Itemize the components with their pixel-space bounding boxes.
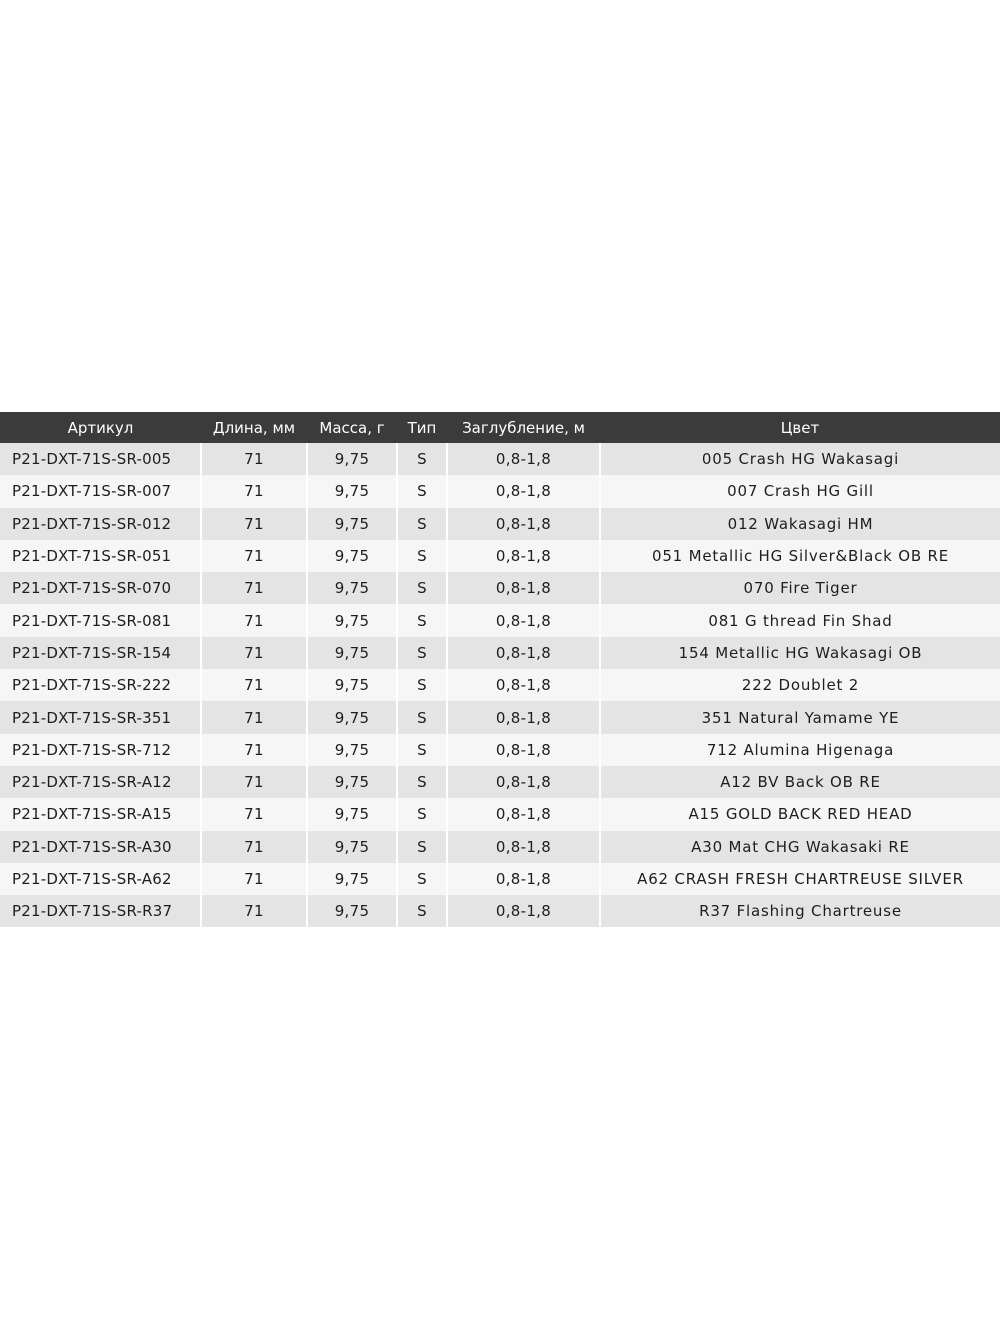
cell-length: 71 (201, 766, 307, 798)
cell-depth: 0,8-1,8 (447, 637, 600, 669)
table-row (0, 734, 1000, 766)
cell-article: P21-DXT-71S-SR-051 (0, 540, 201, 572)
cell-length: 71 (201, 734, 307, 766)
cell-type: S (397, 863, 447, 895)
cell-article: P21-DXT-71S-SR-012 (0, 508, 201, 540)
cell-length: 71 (201, 701, 307, 733)
table-row (0, 895, 1000, 927)
cell-article: P21-DXT-71S-SR-154 (0, 637, 201, 669)
cell-color: 005 Crash HG Wakasagi (701, 450, 900, 469)
cell-length: 71 (201, 798, 307, 830)
cell-type: S (397, 895, 447, 927)
cell-depth: 0,8-1,8 (447, 831, 600, 863)
cell-length: 71 (201, 669, 307, 701)
cell-mass: 9,75 (307, 540, 397, 572)
cell-type: S (397, 798, 447, 830)
cell-color: 351 Natural Yamame YE (701, 708, 900, 727)
table-row (0, 572, 1000, 604)
cell-mass: 9,75 (307, 604, 397, 636)
cell-color: A15 GOLD BACK RED HEAD (688, 805, 913, 824)
cell-type: S (397, 637, 447, 669)
cell-length: 71 (201, 863, 307, 895)
cell-length: 71 (201, 831, 307, 863)
table-header (0, 412, 1000, 443)
cell-depth: 0,8-1,8 (447, 701, 600, 733)
cell-color: R37 Flashing Chartreuse (699, 902, 902, 921)
cell-type: S (397, 831, 447, 863)
table-body (0, 443, 1000, 927)
table-row (0, 669, 1000, 701)
cell-article: P21-DXT-71S-SR-712 (0, 734, 201, 766)
cell-color: A12 BV Back OB RE (720, 773, 881, 792)
cell-type: S (397, 572, 447, 604)
table-row (0, 798, 1000, 830)
cell-depth: 0,8-1,8 (447, 669, 600, 701)
table-row (0, 443, 1000, 475)
cell-article: P21-DXT-71S-SR-A30 (0, 831, 201, 863)
cell-depth: 0,8-1,8 (447, 475, 600, 507)
cell-type: S (397, 669, 447, 701)
cell-color: 222 Doublet 2 (741, 676, 860, 695)
cell-type: S (397, 443, 447, 475)
header-row (0, 412, 1000, 443)
cell-depth: 0,8-1,8 (447, 863, 600, 895)
cell-mass: 9,75 (307, 895, 397, 927)
table-row (0, 637, 1000, 669)
cell-mass: 9,75 (307, 863, 397, 895)
cell-color: A30 Mat CHG Wakasaki RE (691, 837, 910, 856)
cell-length: 71 (201, 604, 307, 636)
table-row (0, 475, 1000, 507)
cell-article: P21-DXT-71S-SR-A15 (0, 798, 201, 830)
cell-depth: 0,8-1,8 (447, 443, 600, 475)
cell-type: S (397, 475, 447, 507)
cell-color: 012 Wakasagi HM (727, 514, 874, 533)
cell-mass: 9,75 (307, 475, 397, 507)
cell-article: P21-DXT-71S-SR-A12 (0, 766, 201, 798)
cell-length: 71 (201, 637, 307, 669)
cell-color: 712 Alumina Higenaga (706, 740, 895, 759)
cell-type: S (397, 734, 447, 766)
cell-article: P21-DXT-71S-SR-005 (0, 443, 201, 475)
cell-color: A62 CRASH FRESH CHARTREUSE SILVER (637, 870, 964, 888)
cell-length: 71 (201, 475, 307, 507)
cell-depth: 0,8-1,8 (447, 734, 600, 766)
lure-spec-table (0, 412, 1000, 927)
cell-type: S (397, 508, 447, 540)
header-color: Цвет (780, 418, 820, 437)
cell-length: 71 (201, 572, 307, 604)
cell-depth: 0,8-1,8 (447, 895, 600, 927)
cell-color: 007 Crash HG Gill (727, 482, 874, 501)
cell-mass: 9,75 (307, 734, 397, 766)
cell-length: 71 (201, 443, 307, 475)
table-row (0, 766, 1000, 798)
header-depth: Заглубление, м (462, 418, 585, 437)
cell-depth: 0,8-1,8 (447, 604, 600, 636)
cell-color: 081 G thread Fin Shad (708, 611, 893, 630)
cell-length: 71 (201, 508, 307, 540)
cell-article: P21-DXT-71S-SR-070 (0, 572, 201, 604)
header-article: Артикул (67, 418, 134, 437)
cell-type: S (397, 766, 447, 798)
cell-length: 71 (201, 895, 307, 927)
cell-mass: 9,75 (307, 443, 397, 475)
cell-depth: 0,8-1,8 (447, 572, 600, 604)
cell-color: 070 Fire Tiger (743, 579, 858, 598)
cell-mass: 9,75 (307, 637, 397, 669)
cell-mass: 9,75 (307, 831, 397, 863)
cell-mass: 9,75 (307, 669, 397, 701)
table-row (0, 863, 1000, 895)
cell-article: P21-DXT-71S-SR-A62 (0, 863, 201, 895)
cell-article: P21-DXT-71S-SR-222 (0, 669, 201, 701)
cell-depth: 0,8-1,8 (447, 798, 600, 830)
cell-type: S (397, 540, 447, 572)
table-row (0, 540, 1000, 572)
cell-mass: 9,75 (307, 798, 397, 830)
cell-color: 154 Metallic HG Wakasagi OB (678, 643, 923, 662)
header-mass: Масса, г (319, 418, 385, 437)
cell-depth: 0,8-1,8 (447, 766, 600, 798)
cell-mass: 9,75 (307, 766, 397, 798)
cell-mass: 9,75 (307, 508, 397, 540)
cell-article: P21-DXT-71S-SR-R37 (0, 895, 201, 927)
table-row (0, 831, 1000, 863)
cell-mass: 9,75 (307, 701, 397, 733)
table-row (0, 701, 1000, 733)
cell-article: P21-DXT-71S-SR-007 (0, 475, 201, 507)
cell-depth: 0,8-1,8 (447, 540, 600, 572)
header-length: Длина, мм (212, 418, 296, 437)
cell-type: S (397, 701, 447, 733)
table-row (0, 604, 1000, 636)
cell-color: 051 Metallic HG Silver&Black OB RE (652, 547, 949, 566)
cell-mass: 9,75 (307, 572, 397, 604)
cell-article: P21-DXT-71S-SR-081 (0, 604, 201, 636)
cell-length: 71 (201, 540, 307, 572)
table-row (0, 508, 1000, 540)
cell-type: S (397, 604, 447, 636)
cell-article: P21-DXT-71S-SR-351 (0, 701, 201, 733)
cell-depth: 0,8-1,8 (447, 508, 600, 540)
header-type: Тип (407, 418, 437, 437)
